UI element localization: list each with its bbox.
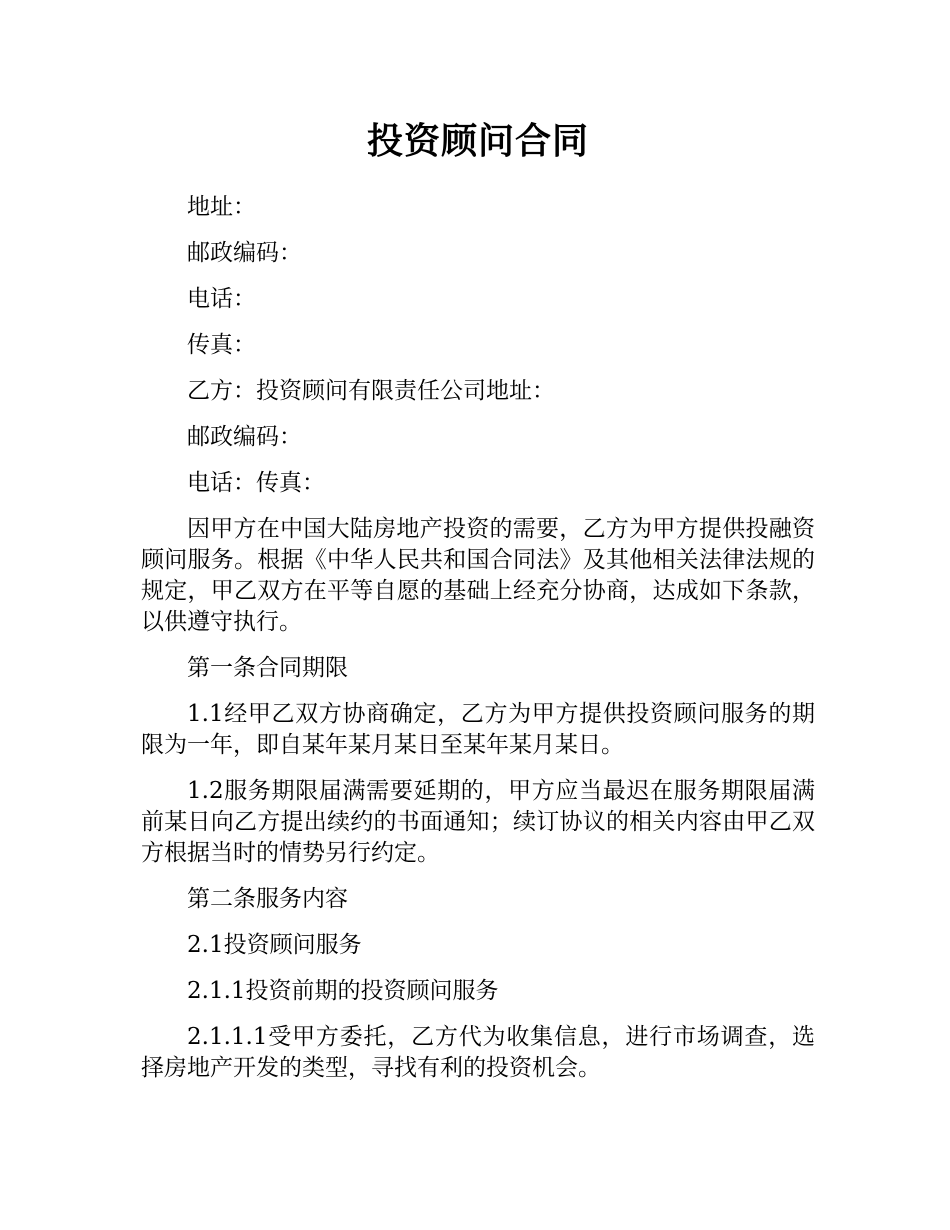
party-a-fax: 传真： (187, 332, 256, 358)
party-b-name-address: 乙方：投资顾问有限责任公司地址： (187, 378, 555, 404)
party-a-postcode: 邮政编码： (187, 240, 302, 266)
article-2-heading: 第二条服务内容 (187, 886, 348, 912)
clause-2-1-1-1: 2.1.1.1受甲方委托，乙方代为收集信息，进行市场调查，选择房地产开发的类型，寻找有利的投资机会。 (141, 1024, 815, 1081)
clause-2-1-1: 2.1.1投资前期的投资顾问服务 (187, 978, 499, 1004)
party-b-phone-fax: 电话：传真： (187, 470, 325, 496)
clause-1-1: 1.1经甲乙双方协商确定，乙方为甲方提供投资顾问服务的期限为一年，即自某年某月某日至某年某月某日。 (141, 701, 815, 758)
document-body (141, 112, 815, 1099)
party-b-postcode: 邮政编码： (187, 424, 302, 450)
article-1-heading: 第一条合同期限 (187, 655, 348, 681)
clause-1-2: 1.2服务期限届满需要延期的，甲方应当最迟在服务期限届满前某日向乙方提出续约的书面通知；续订协议的相关内容由甲乙双方根据当时的情势另行约定。 (141, 778, 815, 866)
preamble-paragraph: 因甲方在中国大陆房地产投资的需要，乙方为甲方提供投融资顾问服务。根据《中华人民共和国合同法》及其他相关法律法规的规定，甲乙双方在平等自愿的基础上经充分协商，达成如下条款，以供遵守执行。 (141, 516, 815, 635)
party-a-phone: 电话： (187, 286, 256, 312)
clause-2-1: 2.1投资顾问服务 (187, 932, 362, 958)
document-title: 投资顾问合同 (366, 121, 589, 162)
party-a-address: 地址： (187, 194, 256, 220)
